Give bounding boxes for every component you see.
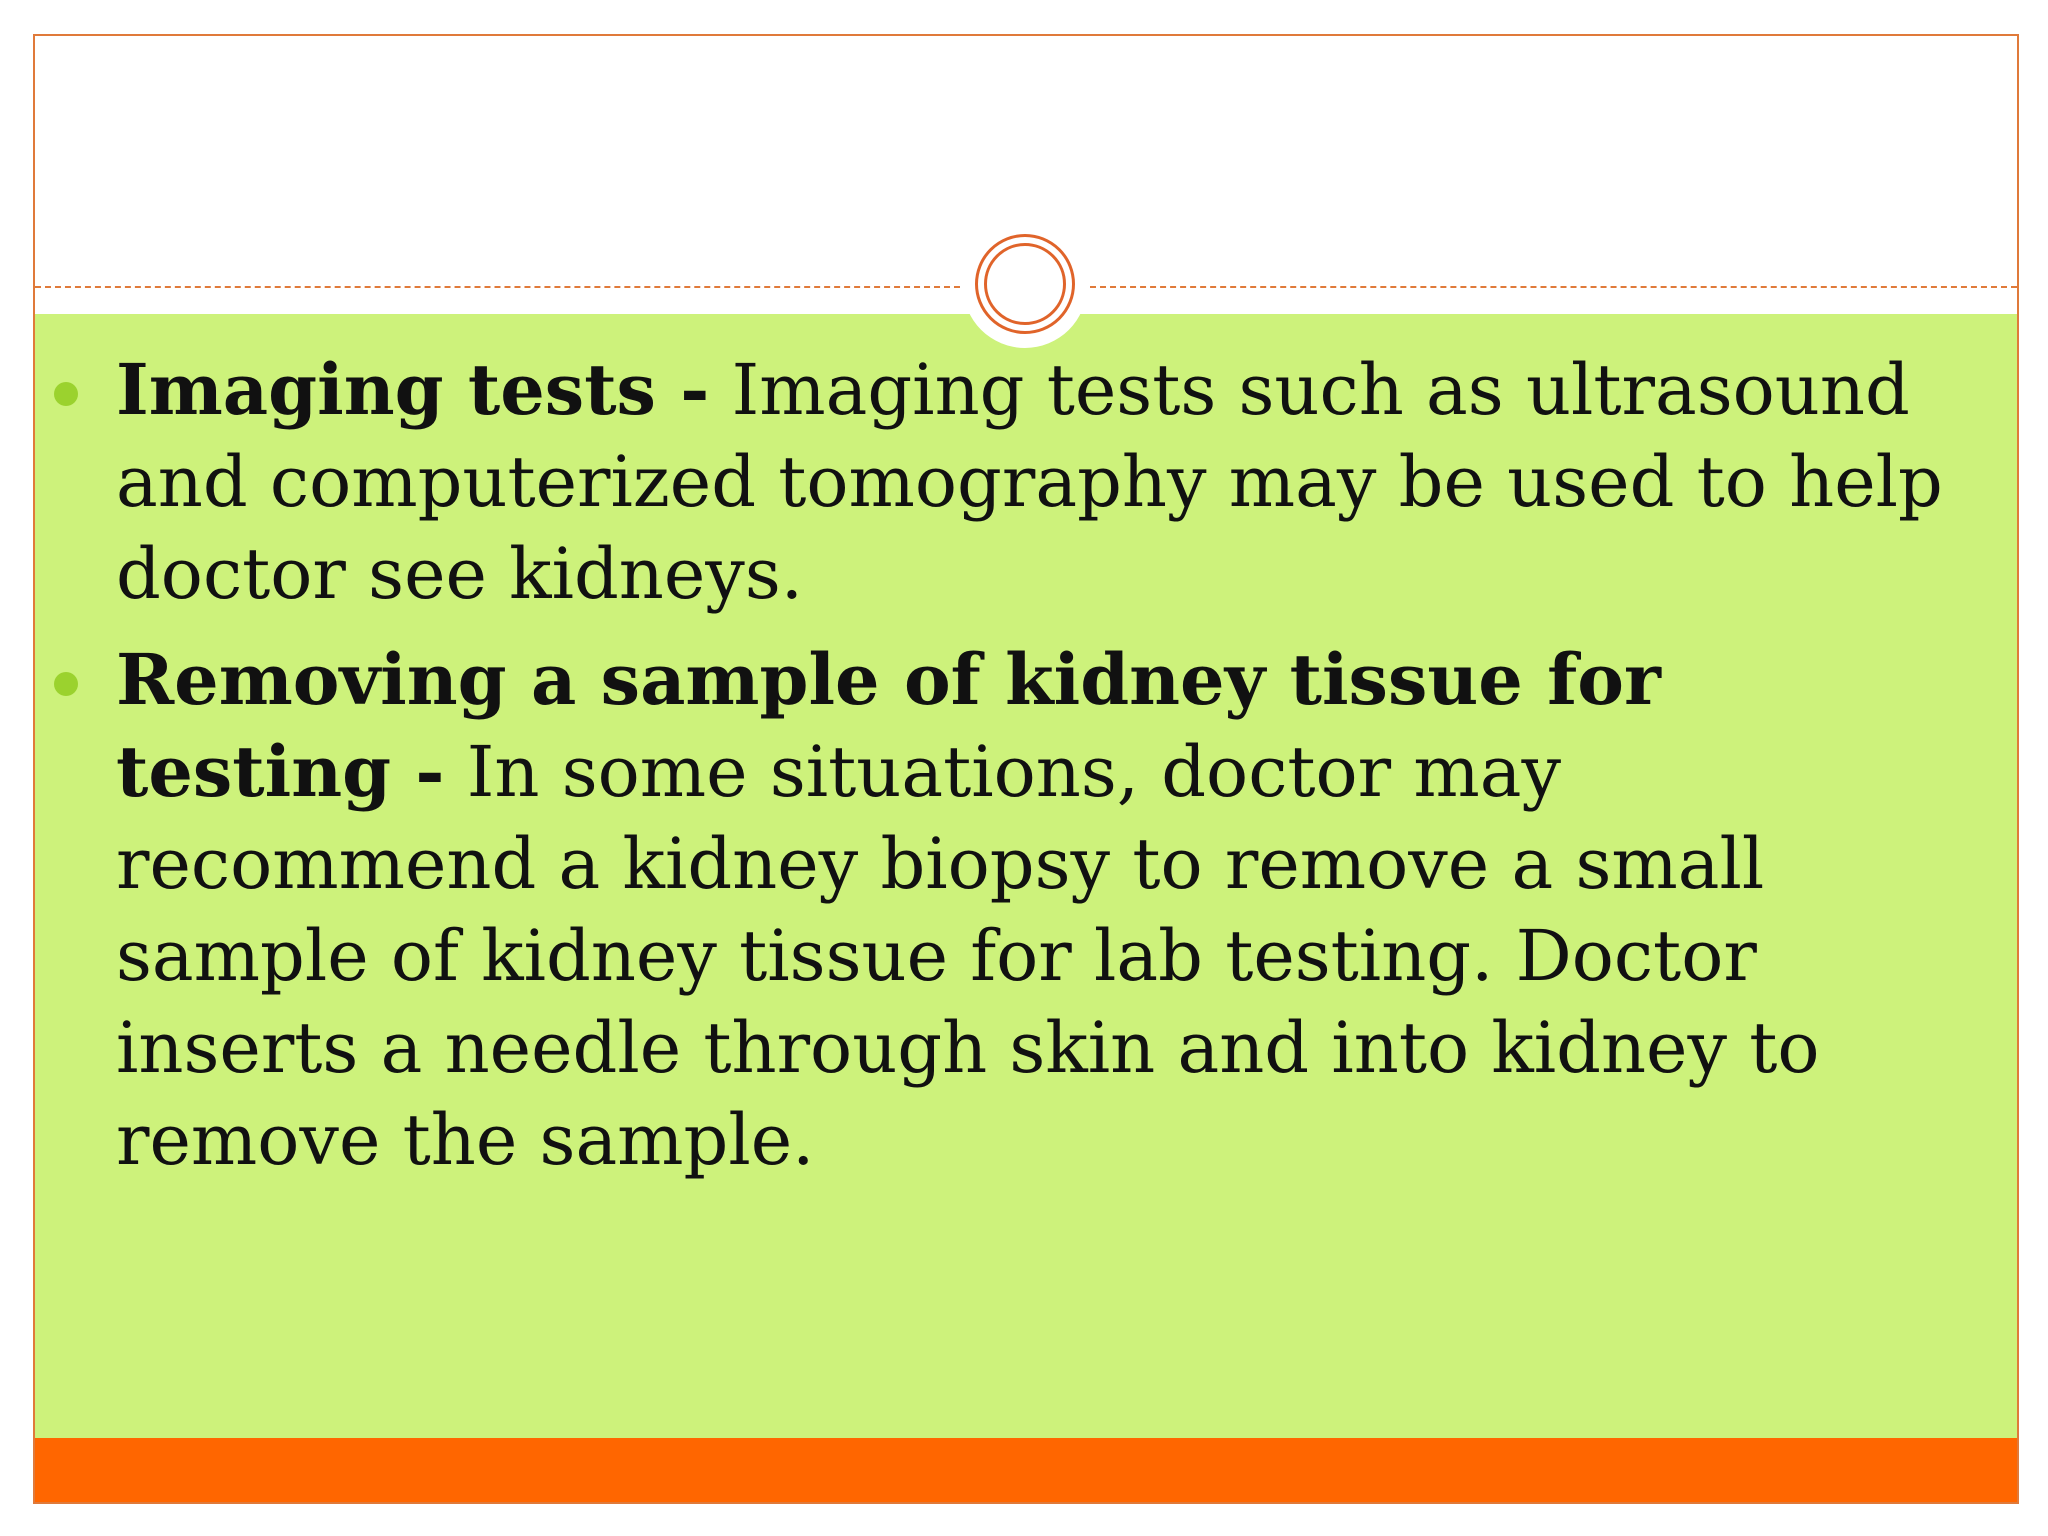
bullet-item-kidney-biopsy	[116, 634, 1956, 1186]
bullet-dot-icon	[54, 672, 78, 696]
bullet-text: Imaging tests such as ultrasound and computerized tomography may be used to help doctor see kidneys.	[116, 349, 1943, 615]
header-divider-right	[1090, 286, 2017, 288]
header-divider-left	[35, 286, 960, 288]
bullet-list	[116, 344, 1956, 1200]
bullet-term: Removing a sample of kidney tissue for testing -	[116, 638, 1661, 813]
bullet-term: Imaging tests -	[116, 348, 710, 431]
bullet-dot-icon	[54, 382, 78, 406]
bullet-item-imaging-tests	[116, 344, 1956, 620]
bullet-text: In some situations, doctor may recommend a kidney biopsy to remove a small sample of kidney tissue for lab testing. Doctor inserts a needle through skin and into kidney to remove the sample.	[116, 731, 1820, 1181]
footer-bar	[35, 1438, 2017, 1502]
circle-ornament-inner	[984, 243, 1066, 325]
